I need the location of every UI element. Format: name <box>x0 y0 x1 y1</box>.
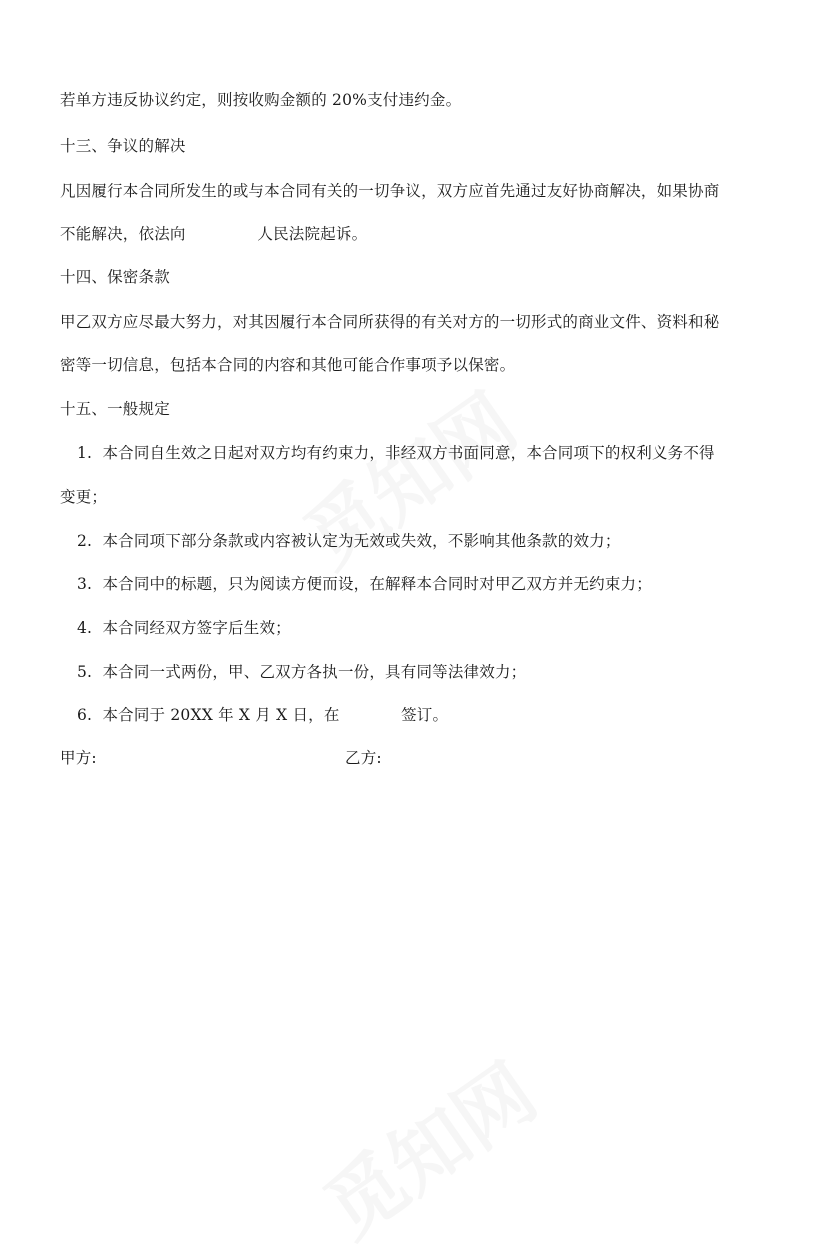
general-provision-item-5: 5. 本合同一式两份，甲、乙双方各执一份，具有同等法律效力； <box>77 663 527 681</box>
watermark-bottom <box>299 1033 555 1259</box>
general-provision-item-1: 1. 本合同自生效之日起对双方均有约束力，非经双方书面同意，本合同项下的权利义务不得 <box>77 444 715 462</box>
general-provision-item-6: 6. 本合同于 20XX 年 X 月 X 日，在 签订。 <box>77 706 449 724</box>
confidentiality-paragraph-line-1: 甲乙双方应尽最大努力，对其因履行本合同所获得的有关对方的一切形式的商业文件、资料和秘 <box>60 313 720 331</box>
section-13-heading: 十三、争议的解决 <box>60 137 186 155</box>
general-provision-item-2: 2. 本合同项下部分条款或内容被认定为无效或失效，不影响其他条款的效力； <box>77 532 621 550</box>
general-provision-item-1-continuation: 变更； <box>60 488 108 506</box>
party-a-signature-label: 甲方: <box>60 749 97 767</box>
confidentiality-paragraph-line-2: 密等一切信息，包括本合同的内容和其他可能合作事项予以保密。 <box>60 356 516 374</box>
section-14-heading: 十四、保密条款 <box>60 268 170 286</box>
watermark-top <box>279 363 535 589</box>
dispute-paragraph-line-1: 凡因履行本合同所发生的或与本合同有关的一切争议，双方应首先通过友好协商解决，如果协商 <box>60 182 720 200</box>
penalty-paragraph: 若单方违反协议约定，则按收购金额的 20%支付违约金。 <box>60 91 462 109</box>
general-provision-item-3: 3. 本合同中的标题，只为阅读方便而设，在解释本合同时对甲乙双方并无约束力； <box>77 575 652 593</box>
dispute-paragraph-line-2: 不能解决，依法向 人民法院起诉。 <box>60 225 368 243</box>
general-provision-item-4: 4. 本合同经双方签字后生效； <box>77 619 291 637</box>
party-b-signature-label: 乙方: <box>345 749 382 767</box>
section-15-heading: 十五、一般规定 <box>60 400 170 418</box>
